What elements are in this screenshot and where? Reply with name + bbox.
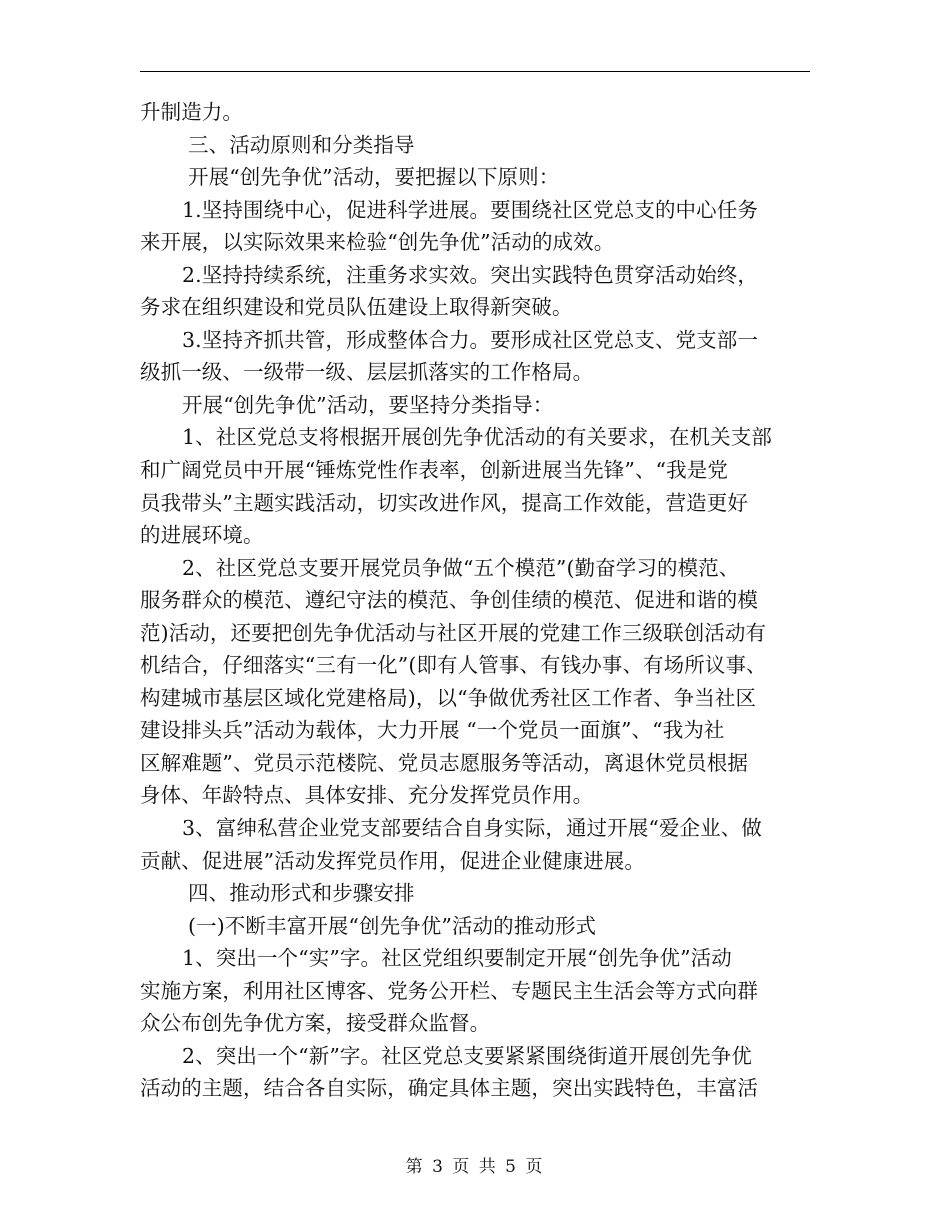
- text-line: 3.坚持齐抓共管，形成整体合力。要形成社区党总支、党支部一: [182, 327, 758, 352]
- text-line: 1、社区党总支将根据开展创先争优活动的有关要求，在机关支部: [182, 425, 772, 450]
- text-line: 务求在组织建设和党员队伍建设上取得新突破。: [140, 295, 573, 320]
- text-line: 范)活动，还要把创先争优活动与社区开展的党建工作三级联创活动有: [140, 620, 767, 645]
- text-line: 和广阔党员中开展“锤炼党性作表率，创新进展当先锋”、“我是党: [140, 458, 728, 483]
- text-line: 身体、年龄特点、具体安排、充分发挥党员作用。: [140, 783, 594, 808]
- text-line: 区解难题”、党员示范楼院、党员志愿服务等活动，离退休党员根据: [140, 750, 748, 775]
- subsection-heading: (一)不断丰富开展“创先争优”活动的推动形式: [188, 913, 597, 938]
- section-heading: 四、推动形式和步骤安排: [188, 881, 415, 906]
- section-heading: 三、活动原则和分类指导: [188, 132, 415, 157]
- text-line: 构建城市基层区域化党建格局)，以“争做优秀社区工作者、争当社区: [140, 685, 757, 710]
- text-line: 开展“创先争优”活动，要坚持分类指导：: [182, 392, 554, 417]
- text-line: 服务群众的模范、遵纪守法的模范、争创佳绩的模范、促进和谐的模: [140, 588, 758, 613]
- text-line: 2.坚持持续系统，注重务求实效。突出实践特色贯穿活动始终，: [182, 262, 758, 287]
- text-line: 来开展，以实际效果来检验“创先争优”活动的成效。: [140, 230, 615, 255]
- text-line: 1、突出一个“实”字。社区党组织要制定开展“创先争优”活动: [182, 946, 732, 971]
- text-line: 活动的主题，结合各自实际，确定具体主题，突出实践特色，丰富活: [140, 1076, 758, 1101]
- text-line: 升制造力。: [140, 100, 243, 124]
- text-line: 1.坚持围绕中心，促进科学进展。要围绕社区党总支的中心任务: [182, 197, 758, 222]
- document-body: [140, 96, 812, 1105]
- text-line: 开展“创先争优”活动，要把握以下原则：: [188, 165, 560, 190]
- page-footer: 第 3 页 共 5 页: [405, 1157, 545, 1177]
- text-line: 的进展环境。: [140, 523, 264, 548]
- text-line: 贡献、促进展”活动发挥党员作用，促进企业健康进展。: [140, 848, 645, 873]
- header-rule: [140, 71, 810, 72]
- text-line: 众公布创先争优方案，接受群众监督。: [140, 1011, 491, 1036]
- text-line: 级抓一级、一级带一级、层层抓落实的工作格局。: [140, 360, 594, 385]
- text-line: 建设排头兵”活动为载体，大力开展 “一个党员一面旗”、“我为社: [140, 718, 725, 743]
- text-line: 2、社区党总支要开展党员争做“五个模范”(勤奋学习的模范、: [182, 555, 740, 580]
- text-line: 2、突出一个“新”字。社区党总支要紧紧围绕街道开展创先争优: [182, 1043, 752, 1068]
- text-line: 3、富绅私营企业党支部要结合自身实际，通过开展“爱企业、做: [182, 816, 762, 841]
- text-line: 机结合，仔细落实“三有一化”(即有人管事、有钱办事、有场所议事、: [140, 653, 767, 678]
- text-line: 员我带头”主题实践活动，切实改进作风，提高工作效能，营造更好: [140, 490, 748, 515]
- text-line: 实施方案，利用社区博客、党务公开栏、专题民主生活会等方式向群: [140, 978, 758, 1003]
